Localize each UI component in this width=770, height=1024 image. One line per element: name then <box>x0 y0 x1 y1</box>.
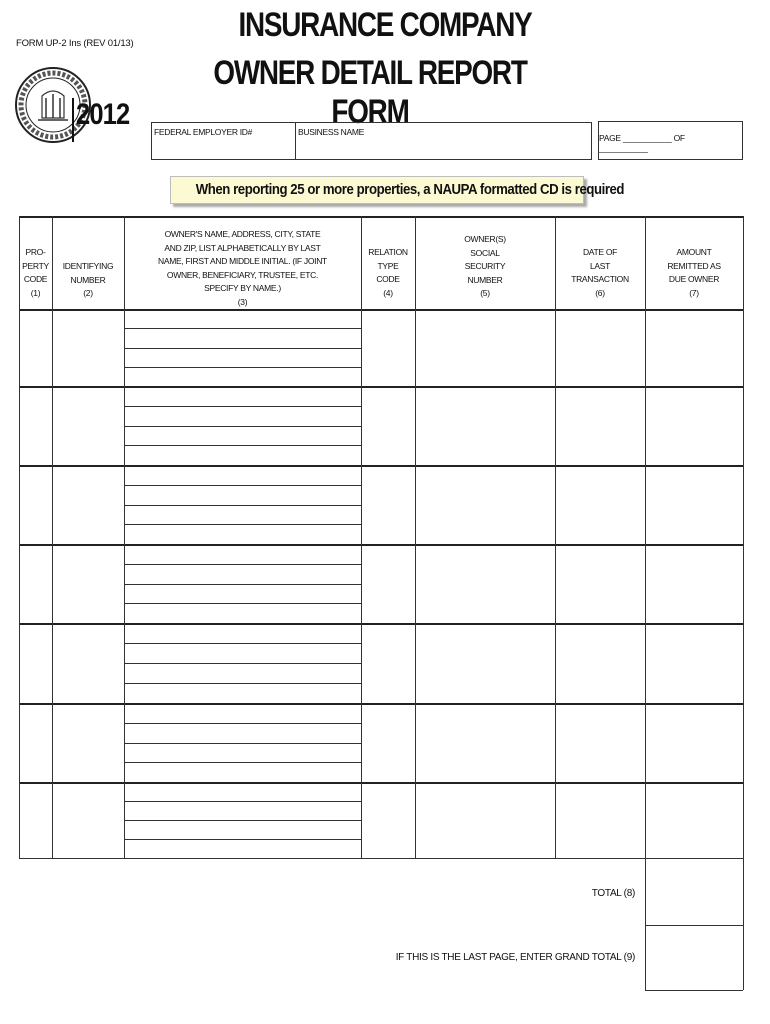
total-amount-field[interactable] <box>647 860 741 923</box>
employer-info-divider <box>295 123 296 159</box>
entry-cell[interactable] <box>125 467 360 543</box>
entry-cell[interactable] <box>416 625 554 702</box>
column-header-line: DATE OF <box>582 247 618 257</box>
entry-cell[interactable] <box>125 625 360 702</box>
entry-cell[interactable] <box>362 388 414 464</box>
column-header-line: (1) <box>30 287 41 298</box>
entry-cell[interactable] <box>416 467 554 543</box>
entry-cell[interactable] <box>53 467 123 543</box>
column-header-line: (3) <box>237 296 248 307</box>
total-box-left <box>645 858 646 990</box>
column-header-line: LAST <box>589 260 611 271</box>
column-header-line: (5) <box>480 288 490 298</box>
page-of-field[interactable]: PAGE ___________ OF ___________ <box>599 133 685 153</box>
table-top-rule <box>19 216 743 218</box>
entry-cell[interactable] <box>646 311 742 385</box>
entry-cell[interactable] <box>362 705 414 781</box>
entry-cell[interactable] <box>20 705 51 781</box>
entry-cell[interactable] <box>125 705 360 781</box>
naupa-notice-text: When reporting 25 or more properties, a NAUPA formatted CD is required <box>195 181 625 198</box>
entry-cell[interactable] <box>646 625 742 702</box>
entry-cell[interactable] <box>416 388 554 464</box>
column-header-line: TRANSACTION <box>571 274 629 284</box>
column-header-line: (7) <box>689 287 699 298</box>
entry-cell[interactable] <box>125 546 360 622</box>
entry-cell[interactable] <box>125 311 360 385</box>
grand-total-amount-field[interactable] <box>647 927 741 988</box>
column-header-line: IDENTIFYING <box>62 261 114 271</box>
form-title-line2: OWNER DETAIL REPORT FORM <box>213 54 527 131</box>
column-header <box>52 260 124 301</box>
entry-cell[interactable] <box>20 784 51 857</box>
total-box-mid <box>645 925 743 926</box>
column-header-line: CODE <box>23 274 48 284</box>
column-header <box>555 246 645 300</box>
entry-cell[interactable] <box>53 388 123 464</box>
column-header-line: REMITTED AS <box>667 260 721 271</box>
grand-total-label: IF THIS IS THE LAST PAGE, ENTER GRAND TOTAL (9) <box>395 952 635 963</box>
column-header-line: (4) <box>383 287 393 298</box>
entry-cell[interactable] <box>556 784 644 857</box>
entry-cell[interactable] <box>556 467 644 543</box>
entry-cell[interactable] <box>20 625 51 702</box>
column-header-line: CODE <box>376 274 400 284</box>
entry-cell[interactable] <box>53 311 123 385</box>
entry-cell[interactable] <box>362 311 414 385</box>
column-header-line: OWNER'S NAME, ADDRESS, CITY, STATE <box>164 229 321 239</box>
entry-cell[interactable] <box>416 784 554 857</box>
entry-cell[interactable] <box>556 546 644 622</box>
entry-cell[interactable] <box>416 705 554 781</box>
column-header-line: AMOUNT <box>676 247 712 257</box>
entry-cell[interactable] <box>556 311 644 385</box>
entry-cell[interactable] <box>125 388 360 464</box>
entry-cell[interactable] <box>646 546 742 622</box>
entry-cell[interactable] <box>362 467 414 543</box>
entry-cell[interactable] <box>556 388 644 464</box>
entry-cell[interactable] <box>362 546 414 622</box>
column-header-line: AND ZIP, LIST ALPHABETICALLY BY LAST <box>164 242 321 253</box>
entry-cell[interactable] <box>53 546 123 622</box>
column-header-line: RELATION <box>368 247 408 257</box>
entry-cell[interactable] <box>646 784 742 857</box>
column-header-line: PERTY <box>22 260 49 271</box>
column-header-line: NUMBER <box>70 274 106 285</box>
column-header-line: DUE OWNER <box>668 274 720 284</box>
employer-info-box <box>151 122 592 160</box>
total-box-bottom <box>645 990 743 991</box>
table-bottom-rule <box>19 858 743 859</box>
column-header <box>645 246 743 300</box>
column-header <box>415 233 555 301</box>
column-header-line: SECURITY <box>464 261 506 271</box>
entry-cell[interactable] <box>20 388 51 464</box>
column-header-line: PRO- <box>25 247 46 257</box>
business-name-field[interactable]: BUSINESS NAME <box>298 127 365 137</box>
entry-cell[interactable] <box>646 705 742 781</box>
column-header-line: TYPE <box>377 260 399 271</box>
column-header-line: OWNER(S) <box>464 234 506 244</box>
entry-cell[interactable] <box>362 625 414 702</box>
column-header-line: SPECIFY BY NAME.) <box>204 283 281 293</box>
year-divider <box>72 98 74 142</box>
form-number: FORM UP-2 Ins (REV 01/13) <box>16 38 134 49</box>
column-header <box>124 228 361 309</box>
entry-cell[interactable] <box>556 705 644 781</box>
column-rule <box>743 216 744 858</box>
entry-cell[interactable] <box>20 546 51 622</box>
entry-cell[interactable] <box>53 705 123 781</box>
entry-cell[interactable] <box>53 625 123 702</box>
column-header-line: SOCIAL <box>470 247 500 258</box>
report-year: 2012 <box>76 98 130 131</box>
column-header-line: (6) <box>595 287 605 298</box>
entry-cell[interactable] <box>125 784 360 857</box>
entry-cell[interactable] <box>416 311 554 385</box>
entry-cell[interactable] <box>20 467 51 543</box>
column-header-line: NUMBER <box>467 274 503 285</box>
entry-cell[interactable] <box>646 388 742 464</box>
page-number-box <box>598 121 743 160</box>
federal-employer-id-field[interactable]: FEDERAL EMPLOYER ID# <box>154 127 253 137</box>
entry-cell[interactable] <box>556 625 644 702</box>
total-box-right <box>743 858 744 990</box>
entry-cell[interactable] <box>20 311 51 385</box>
column-header-line: NAME, FIRST AND MIDDLE INITIAL. (IF JOINT <box>158 256 327 266</box>
column-header-line: (2) <box>83 288 93 298</box>
entry-cell[interactable] <box>362 784 414 857</box>
column-header-line: OWNER, BENEFICIARY, TRUSTEE, ETC. <box>166 269 319 280</box>
entry-cell[interactable] <box>53 784 123 857</box>
total-label: TOTAL (8) <box>591 888 635 899</box>
naupa-notice-banner <box>170 176 625 204</box>
column-header <box>19 246 52 300</box>
entry-cell[interactable] <box>646 467 742 543</box>
form-title-line1: INSURANCE COMPANY <box>238 6 532 44</box>
column-header <box>361 246 415 300</box>
entry-cell[interactable] <box>416 546 554 622</box>
